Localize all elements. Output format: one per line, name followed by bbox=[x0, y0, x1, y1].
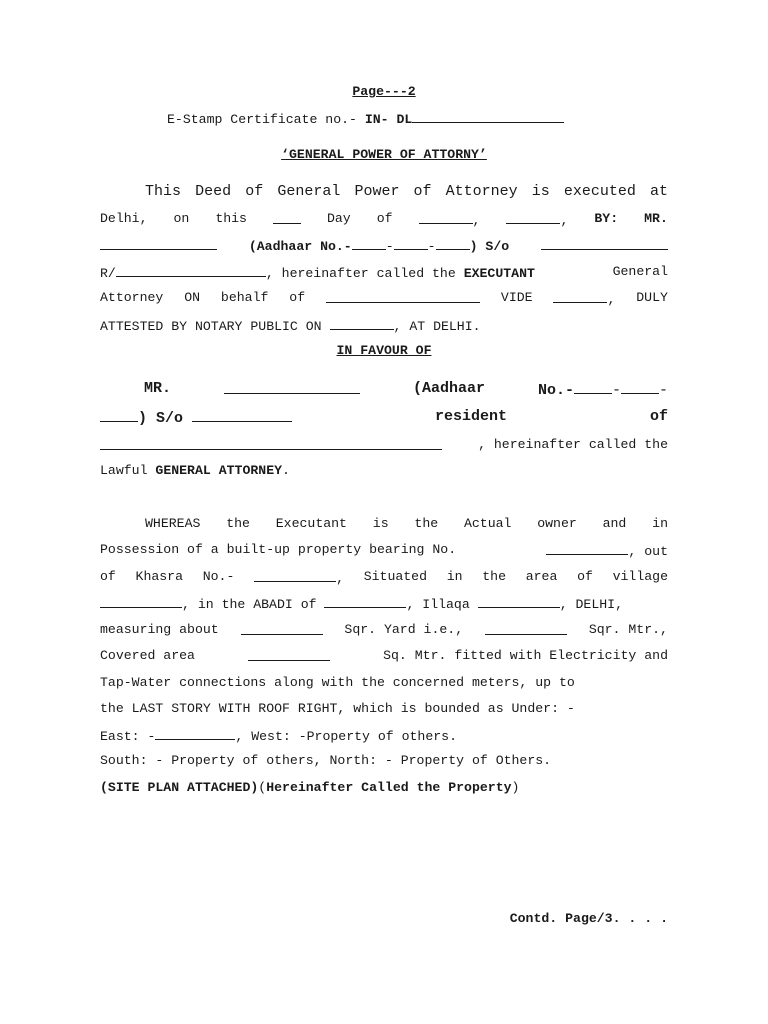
blank-aadhaar-2 bbox=[621, 381, 659, 394]
resident-label: resident bbox=[435, 408, 508, 425]
blank-aadhaar-3 bbox=[436, 237, 470, 250]
blank-sqr-yard bbox=[241, 622, 323, 635]
word: the bbox=[226, 516, 250, 531]
word: behalf bbox=[220, 290, 269, 305]
favour-line-3 bbox=[100, 437, 668, 453]
word: Power bbox=[354, 183, 400, 200]
word: , out bbox=[628, 544, 668, 559]
blank-sqr-mtr bbox=[485, 622, 567, 635]
word: of bbox=[245, 183, 264, 200]
blank-behalf-of bbox=[326, 290, 480, 303]
word: , bbox=[560, 213, 569, 228]
blank-village bbox=[100, 595, 182, 608]
whereas-line-8: the LAST STORY WITH ROOF RIGHT, which is bounded as Under: - bbox=[100, 701, 575, 716]
deed-line-4 bbox=[100, 264, 668, 282]
word: this bbox=[215, 211, 247, 226]
deed-line-1 bbox=[145, 184, 668, 200]
deed-line-2 bbox=[100, 211, 668, 229]
whereas-line-5 bbox=[100, 622, 668, 638]
whereas-line-6 bbox=[100, 648, 668, 664]
word: MR. bbox=[644, 211, 668, 226]
blank-covered-area bbox=[248, 648, 330, 661]
deed-line-5 bbox=[100, 290, 668, 308]
blank-illaqa bbox=[478, 595, 560, 608]
word: is bbox=[372, 516, 389, 531]
hereinafter-text: , hereinafter called the bbox=[478, 437, 668, 452]
blank-year bbox=[506, 211, 560, 224]
at-delhi-text: , AT DELHI. bbox=[393, 319, 481, 334]
hereinafter-text: , hereinafter called the bbox=[265, 266, 464, 281]
word: executed bbox=[563, 183, 636, 200]
deed-line-6 bbox=[100, 317, 668, 335]
general-attorney-label: GENERAL ATTORNEY bbox=[155, 463, 283, 478]
west-text: , West: -Property of others. bbox=[235, 729, 457, 744]
word: of bbox=[100, 569, 116, 584]
covered-area-text: Covered area bbox=[100, 648, 195, 663]
word: VIDE bbox=[500, 290, 533, 305]
word: in bbox=[446, 569, 463, 584]
word: , bbox=[607, 292, 616, 307]
word: Attorney bbox=[445, 183, 518, 200]
estamp-blank bbox=[412, 110, 564, 123]
property-label: Hereinafter Called the Property bbox=[266, 780, 512, 795]
so-label: ) S/o bbox=[138, 410, 184, 427]
word: at bbox=[649, 183, 668, 200]
blank-attorney-address bbox=[100, 437, 442, 450]
lawful-text: Lawful bbox=[100, 463, 156, 478]
blank-vide bbox=[553, 290, 607, 303]
sqr-mtr-text: Sqr. Mtr., bbox=[588, 622, 668, 637]
blank-east bbox=[155, 727, 235, 740]
word: on bbox=[173, 211, 190, 226]
blank-month bbox=[419, 211, 473, 224]
delhi-text: , DELHI, bbox=[559, 597, 623, 612]
executant-label: EXECUTANT bbox=[463, 266, 535, 281]
word: BY: bbox=[594, 211, 619, 226]
word: owner bbox=[537, 516, 577, 531]
blank-khasra-no bbox=[254, 569, 336, 582]
word: and bbox=[602, 516, 627, 531]
estamp-line bbox=[167, 110, 667, 128]
word: Attorney bbox=[100, 290, 164, 305]
east-label: East: - bbox=[100, 729, 156, 744]
word: Executant bbox=[275, 516, 347, 531]
word: Delhi, bbox=[100, 211, 148, 226]
favour-line-1: MR. (Aadhaar No.- - - bbox=[144, 380, 668, 399]
word: WHEREAS bbox=[145, 516, 201, 531]
word: the bbox=[482, 569, 506, 584]
blank-aadhaar-1 bbox=[352, 237, 386, 250]
word: Actual bbox=[463, 516, 512, 531]
boundary-south-north: South: - Property of others, North: - Property of Others. bbox=[100, 753, 552, 768]
of-label: of bbox=[649, 408, 668, 425]
word: No.- bbox=[202, 569, 235, 584]
favour-line-2 bbox=[100, 409, 668, 427]
deed-line-3: (Aadhaar No.- - - ) S/o bbox=[100, 237, 668, 255]
word: of bbox=[413, 183, 432, 200]
word: Deed bbox=[195, 183, 232, 200]
word: area bbox=[525, 569, 558, 584]
electricity-text: Sq. Mtr. fitted with Electricity and bbox=[383, 648, 668, 663]
word: village bbox=[612, 569, 668, 584]
aadhaar-label: (Aadhaar No.- bbox=[248, 239, 352, 254]
blank-abadi bbox=[324, 595, 406, 608]
blank-property-no bbox=[546, 542, 628, 555]
word: DULY bbox=[636, 290, 668, 305]
whereas-line-1 bbox=[145, 516, 668, 532]
blank-executant-name bbox=[100, 237, 217, 250]
mr-label: MR. bbox=[144, 380, 172, 397]
in-favour-heading: IN FAVOUR OF bbox=[336, 343, 432, 358]
blank-day bbox=[273, 211, 301, 224]
word: is bbox=[531, 183, 550, 200]
illaqa-text: , Illaqa bbox=[406, 597, 478, 612]
whereas-line-2 bbox=[100, 542, 668, 560]
word: Day bbox=[326, 211, 351, 226]
boundary-east-west bbox=[100, 727, 668, 745]
blank-aadhaar-3 bbox=[100, 409, 138, 422]
word: , bbox=[472, 213, 481, 228]
abadi-text: , in the ABADI of bbox=[182, 597, 325, 612]
estamp-code: IN- DL bbox=[364, 112, 413, 127]
whereas-line-7: Tap-Water connections along with the concerned meters, up to bbox=[100, 675, 575, 690]
sqr-yard-text: Sqr. Yard i.e., bbox=[344, 622, 464, 637]
blank-aadhaar-1 bbox=[574, 381, 612, 394]
continued-note: Contd. Page/3. . . . bbox=[509, 911, 668, 926]
word: ON bbox=[184, 290, 201, 305]
word: This bbox=[145, 183, 182, 200]
word: in bbox=[652, 516, 668, 531]
blank-residence bbox=[116, 264, 266, 277]
word: the bbox=[414, 516, 439, 531]
so-label: ) S/o bbox=[469, 239, 510, 254]
word: Khasra bbox=[135, 569, 184, 584]
whereas-line-3 bbox=[100, 569, 668, 587]
estamp-label: E-Stamp Certificate no.- bbox=[167, 112, 365, 127]
no-label: No.- bbox=[537, 382, 574, 399]
favour-line-4: Lawful GENERAL ATTORNEY. bbox=[100, 463, 290, 478]
blank-aadhaar-2 bbox=[394, 237, 428, 250]
property-text: Possession of a built-up property bearing No. bbox=[100, 542, 457, 557]
word: of bbox=[289, 290, 306, 305]
page-number: Page---2 bbox=[352, 84, 416, 99]
aadhaar-label: (Aadhaar bbox=[412, 380, 485, 397]
measuring-text: measuring about bbox=[100, 622, 219, 637]
word: of bbox=[376, 211, 393, 226]
word: General bbox=[277, 183, 341, 200]
blank-attorney-father bbox=[192, 409, 292, 422]
blank-father-name bbox=[541, 237, 668, 250]
word: Situated bbox=[363, 569, 428, 584]
word: of bbox=[577, 569, 593, 584]
resident-prefix: R/ bbox=[100, 266, 116, 281]
document-title: ‘GENERAL POWER OF ATTORNY’ bbox=[281, 147, 487, 162]
attested-text: ATTESTED BY NOTARY PUBLIC ON bbox=[100, 319, 330, 334]
whereas-line-4 bbox=[100, 595, 668, 613]
site-plan-label: (SITE PLAN ATTACHED) bbox=[100, 780, 259, 795]
blank-attorney-name bbox=[224, 381, 360, 394]
word: , bbox=[336, 571, 344, 586]
word: General bbox=[612, 264, 668, 279]
site-plan-line: (SITE PLAN ATTACHED)(Hereinafter Called the Property) bbox=[100, 780, 520, 795]
blank-notary-date bbox=[330, 317, 394, 330]
